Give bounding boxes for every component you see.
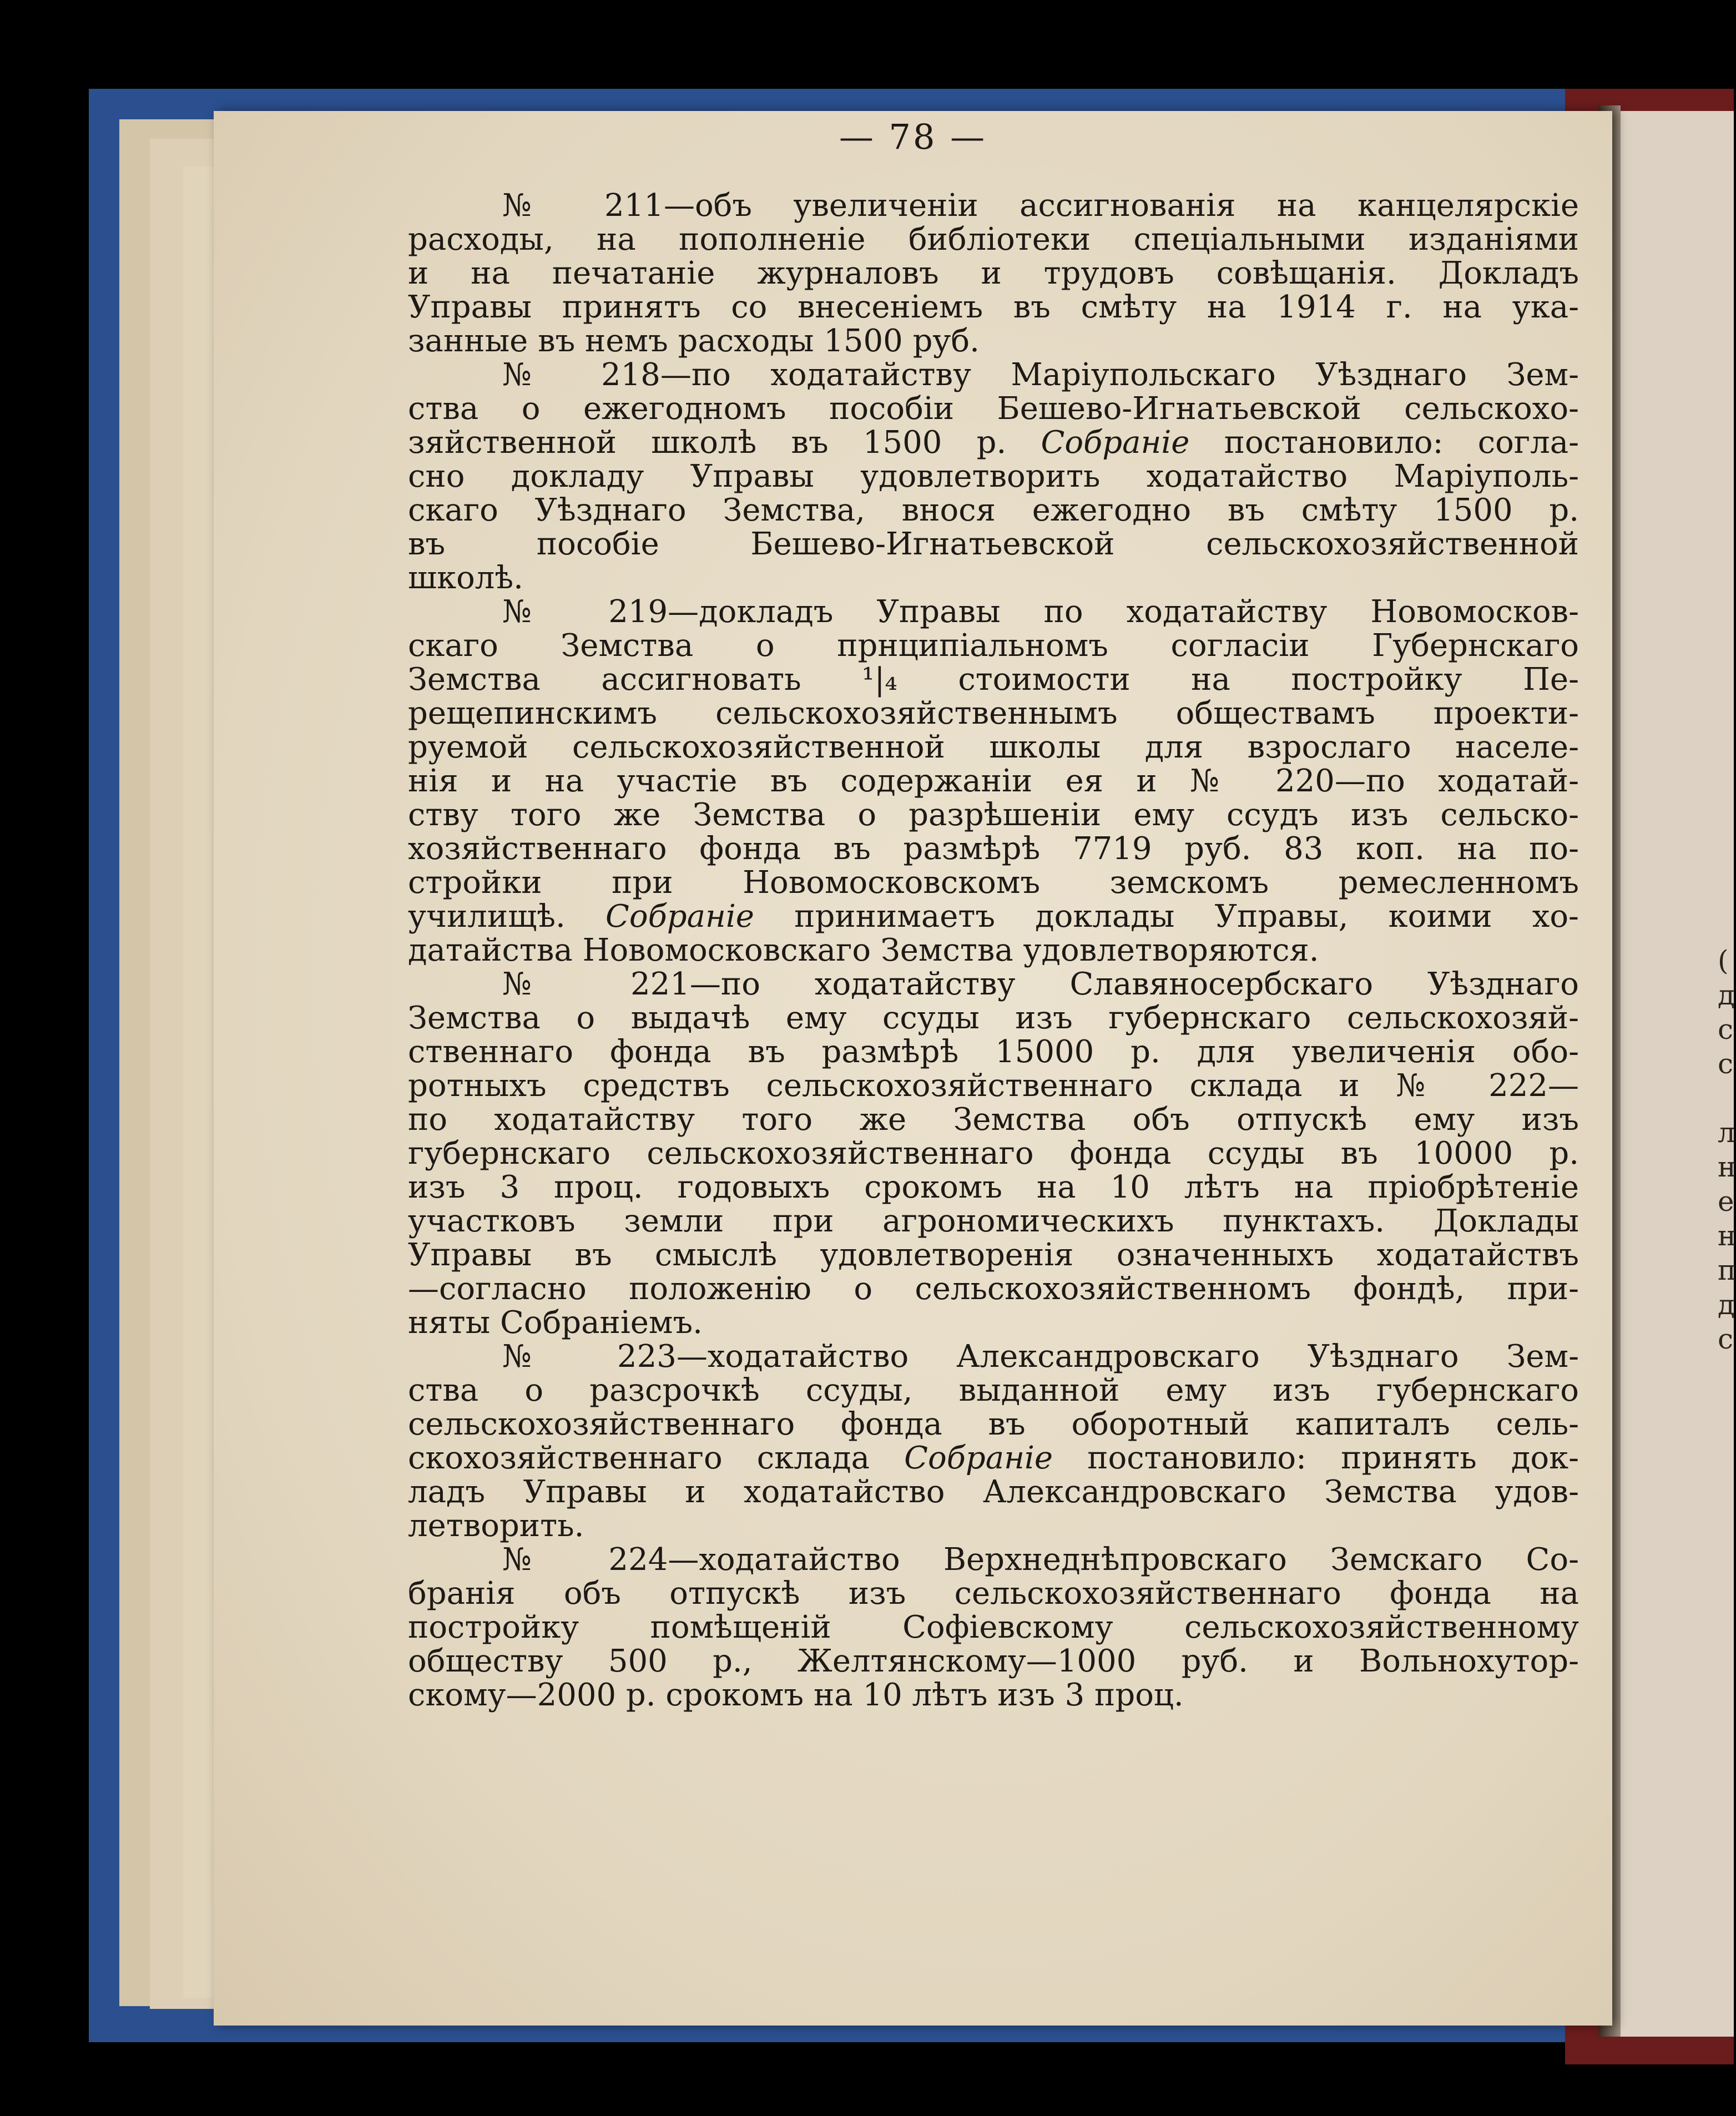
- text-line: училищѣ. Собраніе принимаетъ доклады Управы, коими хо-: [408, 898, 1579, 935]
- facing-page-letter: с: [1718, 1323, 1734, 1355]
- text-line: ротныхъ средствъ сельскохозяйственнаго склада и № 222—: [408, 1068, 1579, 1104]
- facing-page-letter: с: [1718, 1013, 1734, 1046]
- facing-page-letter: п: [1718, 1254, 1736, 1286]
- text-line: занные въ немъ расходы 1500 руб.: [408, 323, 980, 359]
- page-number: — 78 —: [839, 117, 987, 157]
- text-line: № 223—ходатайство Александровскаго Уѣзднаго Зем-: [502, 1339, 1579, 1375]
- text-line: и на печатаніе журналовъ и трудовъ совѣщанія. Докладъ: [408, 255, 1579, 291]
- text-line: сно докладу Управы удовлетворить ходатайство Маріуполь-: [408, 458, 1579, 494]
- text-line: летворить.: [408, 1508, 584, 1544]
- facing-page-letter: е: [1718, 1185, 1734, 1218]
- text-line: въ пособіе Бешево-Игнатьевской сельскохозяйственной: [408, 526, 1579, 562]
- paragraph: [408, 1340, 1579, 1543]
- text-line: изъ 3 проц. годовыхъ срокомъ на 10 лѣтъ на пріобрѣтеніе: [408, 1169, 1579, 1205]
- facing-page-letter: с: [1718, 1048, 1734, 1080]
- body-text: [408, 189, 1579, 1712]
- text-line: сельскохозяйственнаго фонда въ оборотный капиталъ сель-: [408, 1406, 1579, 1442]
- text-line: обществу 500 р., Желтянскому—1000 руб. и Вольнохутор-: [408, 1643, 1579, 1679]
- text-line: губернскаго сельскохозяйственнаго фонда ссуды въ 10000 р.: [408, 1135, 1579, 1171]
- text-line: № 218—по ходатайству Маріупольскаго Уѣзднаго Зем-: [502, 357, 1579, 393]
- text-line: хозяйственнаго фонда въ размѣрѣ 7719 руб. 83 коп. на по-: [408, 831, 1579, 867]
- text-line: рещепинскимъ сельскохозяйственнымъ обществамъ проекти-: [408, 695, 1579, 731]
- text-line: зяйственной школѣ въ 1500 р. Собраніе постановило: согла-: [408, 425, 1579, 461]
- paragraph: [408, 189, 1579, 358]
- text-line: скохозяйственнаго склада Собраніе постановило: принять док-: [408, 1440, 1579, 1476]
- text-line: № 211—объ увеличеніи ассигнованія на канцелярскіе: [502, 188, 1579, 224]
- text-line: ственнаго фонда въ размѣрѣ 15000 р. для увеличенія обо-: [408, 1034, 1579, 1070]
- facing-page: [1612, 111, 1734, 2037]
- text-line: стройки при Новомосковскомъ земскомъ ремесленномъ: [408, 865, 1579, 901]
- text-line: скаго Уѣзднаго Земства, внося ежегодно въ смѣту 1500 р.: [408, 492, 1579, 528]
- paragraph: [408, 595, 1579, 967]
- facing-page-text-fragments: [1718, 943, 1734, 1356]
- facing-page-letter: (: [1718, 945, 1729, 977]
- text-line: —согласно положенію о сельскохозяйственномъ фондѣ, при-: [408, 1271, 1579, 1307]
- facing-page-letter: [1718, 1081, 1734, 1115]
- text-line: ладъ Управы и ходатайство Александровскаго Земства удов-: [408, 1474, 1579, 1510]
- text-line: № 224—ходатайство Верхнеднѣпровскаго Земскаго Со-: [502, 1542, 1579, 1578]
- text-line: Земства ассигновать ¹|₄ стоимости на постройку Пе-: [408, 661, 1579, 698]
- text-line: школѣ.: [408, 560, 523, 596]
- text-line: ству того же Земства о разрѣшеніи ему ссудъ изъ сельско-: [408, 797, 1579, 833]
- text-line: датайства Новомосковскаго Земства удовлетворяются.: [408, 932, 1319, 968]
- text-line: скаго Земства о прнципіальномъ согласіи Губернскаго: [408, 628, 1579, 664]
- text-line: ства о ежегодномъ пособіи Бешево-Игнатьевской сельскохо-: [408, 391, 1579, 427]
- document-page: [214, 111, 1612, 2026]
- text-line: по ходатайству того же Земства объ отпускѣ ему изъ: [408, 1102, 1579, 1138]
- text-line: расходы, на пополненіе библіотеки спеціальными изданіями: [408, 221, 1579, 257]
- facing-page-letter: л: [1718, 1117, 1735, 1149]
- paragraph: [408, 1543, 1579, 1712]
- text-line: скому—2000 р. срокомъ на 10 лѣтъ изъ 3 проц.: [408, 1677, 1184, 1713]
- text-line: ства о разсрочкѣ ссуды, выданной ему изъ губернскаго: [408, 1372, 1579, 1408]
- text-line: няты Собраніемъ.: [408, 1305, 703, 1341]
- text-line: № 219—докладъ Управы по ходатайству Новомосков-: [502, 594, 1579, 630]
- facing-page-letter: н: [1718, 1151, 1736, 1183]
- text-line: Управы въ смыслѣ удовлетворенія означенныхъ ходатайствъ: [408, 1237, 1579, 1273]
- text-line: руемой сельскохозяйственной школы для взрослаго населе-: [408, 729, 1579, 765]
- facing-page-letter: д: [1718, 1289, 1735, 1321]
- text-line: № 221—по ходатайству Славяносербскаго Уѣзднаго: [502, 966, 1579, 1002]
- text-line: Управы принятъ со внесеніемъ въ смѣту на 1914 г. на ука-: [408, 289, 1579, 325]
- paragraph: [408, 967, 1579, 1340]
- text-line: нія и на участіе въ содержаніи ея и № 220—по ходатай-: [408, 763, 1579, 799]
- facing-page-letter: д: [1718, 979, 1735, 1011]
- paragraph: [408, 358, 1579, 595]
- text-line: Земства о выдачѣ ему ссуды изъ губернскаго сельскохозяй-: [408, 1000, 1579, 1036]
- text-line: бранія объ отпускѣ изъ сельскохозяйственнаго фонда на: [408, 1575, 1579, 1612]
- text-line: постройку помѣщеній Софіевскому сельскохозяйственному: [408, 1609, 1579, 1645]
- facing-page-letter: н: [1718, 1220, 1736, 1252]
- text-line: участковъ земли при агрономическихъ пунктахъ. Доклады: [408, 1203, 1579, 1239]
